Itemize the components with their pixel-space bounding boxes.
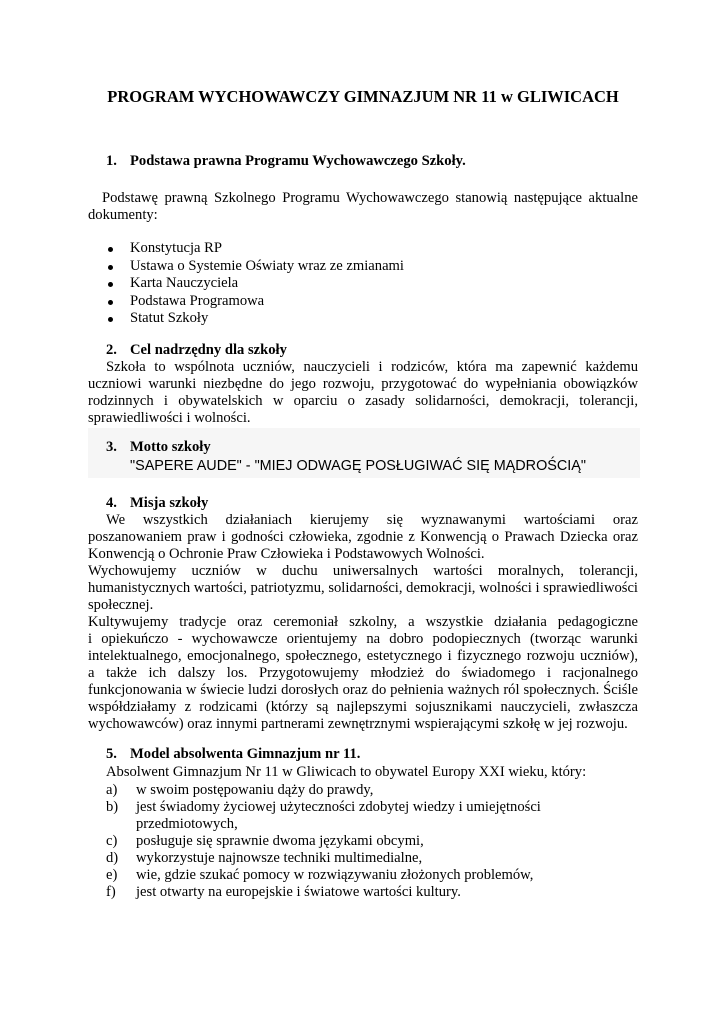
list-item: Statut Szkoły [106, 310, 404, 328]
list-marker: b) [106, 799, 119, 815]
paragraph-line: poszanowaniem praw i godności człowieka, zgodnie z Konwencją o Prawach Dziecka oraz [88, 529, 638, 545]
section-2-body [88, 359, 638, 427]
paragraph-line: wychowawców) oraz innymi partnerami zewnętrznymi wspierającymi szkołę w jej rozwoju. [88, 716, 628, 732]
paragraph-line: humanistycznych wartości, patriotyzmu, solidarności, demokracji, wolności i sprawiedliwości [88, 580, 638, 596]
section-title: Model absolwenta Gimnazjum nr 11. [130, 746, 361, 762]
section-number: 4. [106, 495, 117, 511]
list-item-text: posługuje się sprawnie dwoma językami obcymi, [136, 833, 424, 849]
section-3-heading [106, 439, 211, 456]
paragraph-line: Wychowujemy uczniów w duchu uniwersalnych wartości moralnych, tolerancji, [88, 563, 638, 579]
list-item [106, 799, 576, 833]
list-item: Podstawa Programowa [106, 293, 404, 311]
section-number: 1. [106, 153, 117, 169]
paragraph-line: rodzinnych i obywatelskich w oparciu o zasady solidarności, demokracji, tolerancji, [88, 393, 638, 409]
paragraph-line: i opiekuńczo - wychowawcze orientujemy na dobro podopiecznych (tworząc warunki [88, 631, 638, 647]
list-item-text: wykorzystuje najnowsze techniki multimedialne, [136, 850, 423, 866]
list-marker: c) [106, 833, 118, 849]
section-4-body [88, 512, 638, 733]
section-number: 3. [106, 439, 117, 455]
paragraph-line: społecznej. [88, 597, 154, 613]
list-item-text: jest świadomy życiowej użyteczności zdobytej wiedzy i umiejętności przedmiotowych, [136, 799, 541, 832]
paragraph-line: Konwencją o Ochronie Praw Człowieka i Podstawowych Wolności. [88, 546, 485, 562]
list-marker: d) [106, 850, 119, 866]
paragraph-line: Podstawę prawną Szkolnego Programu Wychowawczego stanowią następujące aktualne [102, 190, 638, 206]
section-4-heading [106, 495, 208, 512]
list-item [106, 867, 636, 884]
list-marker: e) [106, 867, 118, 883]
paragraph-line: uczniowi warunki niezbędne do jego rozwoju, przygotować do wypełniania obowiązków [88, 376, 638, 392]
paragraph-line: intelektualnego, emocjonalnego, społecznego, estetycznego i fizycznego rozwoju uczniów), [88, 648, 638, 664]
section-title: Cel nadrzędny dla szkoły [130, 342, 287, 358]
list-item: Konstytucja RP [106, 240, 404, 258]
list-marker: a) [106, 782, 118, 798]
list-item-text: jest otwarty na europejskie i światowe wartości kultury. [136, 884, 461, 900]
list-item-text: wie, gdzie szukać pomocy w rozwiązywaniu złożonych problemów, [136, 867, 534, 883]
section-number: 5. [106, 746, 117, 762]
paragraph-line: Kultywujemy tradycje oraz ceremoniał szkolny, a wszystkie działania pedagogiczne [88, 614, 638, 630]
paragraph-line: a także ich dalszy los. Przygotowujemy młodzież do świadomego i racjonalnego [88, 665, 638, 681]
section-2-heading [106, 342, 287, 359]
list-item: Karta Nauczyciela [106, 275, 404, 293]
paragraph-line: Szkoła to wspólnota uczniów, nauczycieli i rodziców, która ma zapewnić każdemu [106, 359, 638, 375]
list-item [106, 833, 636, 850]
section-1-intro [88, 190, 638, 224]
section-title: Misja szkoły [130, 495, 209, 511]
section-number: 2. [106, 342, 117, 358]
section-title: Motto szkoły [130, 439, 211, 455]
list-item [106, 782, 636, 799]
section-5-heading [106, 746, 360, 763]
paragraph-line: We wszystkich działaniach kierujemy się wyznawanymi wartościami oraz [106, 512, 638, 528]
paragraph-line: dokumenty: [88, 207, 158, 223]
section-1-heading [106, 153, 466, 170]
legal-documents-list [106, 240, 404, 328]
section-title: Podstawa prawna Programu Wychowawczego Szkoły. [130, 153, 466, 169]
school-motto: "SAPERE AUDE" - "MIEJ ODWAGĘ POSŁUGIWAĆ SIĘ MĄDROŚCIĄ" [130, 458, 586, 474]
graduate-traits-list [106, 782, 636, 901]
list-item: Ustawa o Systemie Oświaty wraz ze zmianami [106, 258, 404, 276]
section-5-intro: Absolwent Gimnazjum Nr 11 w Gliwicach to obywatel Europy XXI wieku, który: [106, 764, 587, 780]
list-marker: f) [106, 884, 116, 900]
document-title: PROGRAM WYCHOWAWCZY GIMNAZJUM NR 11 w GLIWICACH [107, 87, 619, 106]
paragraph-line: funkcjonowania w świecie ludzi dorosłych oraz do pełnienia ważnych ról społecznych. Ściśle [88, 682, 638, 698]
list-item [106, 884, 636, 901]
list-item [106, 850, 636, 867]
paragraph-line: współdziałamy z rodzicami (którzy są najlepszymi sojusznikami nauczycieli, zwłaszcza [88, 699, 638, 715]
list-item-text: w swoim postępowaniu dąży do prawdy, [136, 782, 374, 798]
paragraph-line: sprawiedliwości i wolności. [88, 410, 251, 426]
